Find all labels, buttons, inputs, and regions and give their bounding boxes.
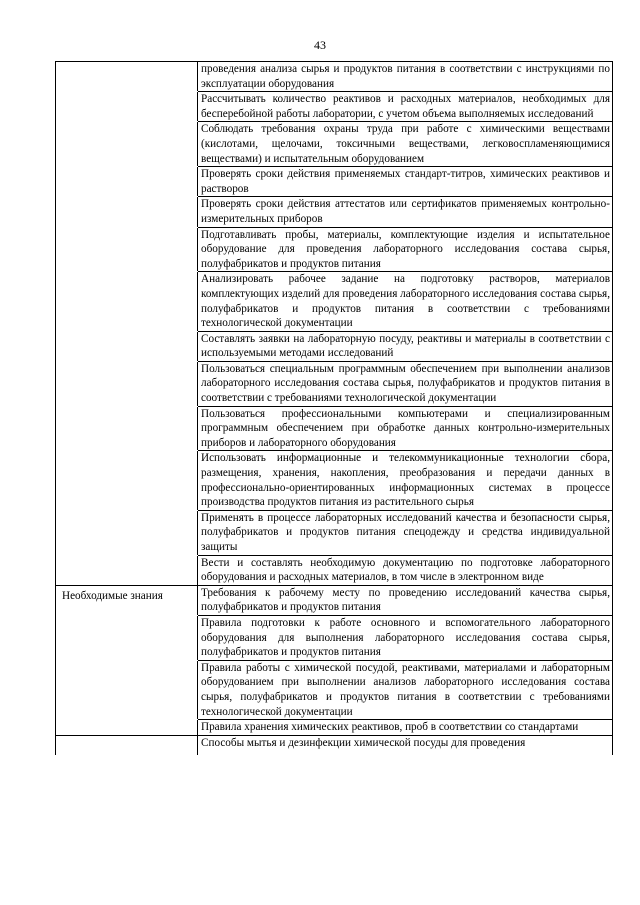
label-column-gap xyxy=(56,719,198,720)
table-row xyxy=(55,735,613,755)
label-cell xyxy=(56,736,198,755)
label-cell xyxy=(56,362,198,406)
requirement-cell: Анализировать рабочее задание на подготовку растворов, материалов комплектующих изделий для проведения лабораторного исследования состава сырья, полуфабрикатов и продуктов питания в соответствии с требованиями технологической документации xyxy=(201,273,610,330)
table-row xyxy=(55,227,613,272)
label-column-gap xyxy=(56,227,198,228)
label-cell xyxy=(56,407,198,451)
requirement-cell: Составлять заявки на лабораторную посуду, реактивы и материалы в соответствии с используемыми методами исследований xyxy=(201,332,610,360)
label-cell xyxy=(56,556,198,585)
label-column-gap xyxy=(56,510,198,511)
requirements-table xyxy=(55,61,613,755)
label-column-gap xyxy=(56,271,198,272)
section-label: Необходимые знания xyxy=(56,586,198,615)
label-column-gap xyxy=(56,166,198,167)
label-column-gap xyxy=(56,406,198,407)
table-row xyxy=(55,121,613,166)
label-cell xyxy=(56,272,198,330)
requirement-cell: Проверять сроки действия применяемых стандарт-титров, химических реактивов и растворов xyxy=(201,168,610,195)
label-column-gap xyxy=(56,735,198,736)
requirement-cell: Способы мытья и дезинфекции химической посуды для проведения xyxy=(201,736,526,749)
label-cell xyxy=(56,661,198,719)
label-column-gap xyxy=(56,615,198,616)
requirement-cell: Соблюдать требования охраны труда при работе с химическими веществами (кислотами, щелочами, токсичными веществами, легковоспламеняющимися веществами) и испытательным оборудованием xyxy=(201,123,610,165)
table-row xyxy=(55,166,613,196)
requirement-cell: Правила работы с химической посудой, реактивами, материалами и лабораторным оборудованием при выполнении анализов лабораторного исследования состава сырья, полуфабрикатов и продуктов питания в соответствии с требованиями технологической документации xyxy=(201,661,610,718)
requirement-cell: Требования к рабочему месту по проведению исследований качества сырья, полуфабрикатов и продуктов питания xyxy=(201,586,610,614)
table-row xyxy=(55,406,613,451)
label-cell xyxy=(56,122,198,166)
label-cell xyxy=(56,167,198,196)
table-row xyxy=(55,660,613,719)
label-column-gap xyxy=(56,660,198,661)
requirement-cell: Рассчитывать количество реактивов и расходных материалов, необходимых для бесперебойной работы лаборатории, с учетом объема выполняемых исследований xyxy=(201,93,610,120)
label-cell xyxy=(56,616,198,660)
label-column-gap xyxy=(56,91,198,92)
requirement-cell: проведения анализа сырья и продуктов питания в соответствии с инструкциями по эксплуатации оборудования xyxy=(201,63,610,90)
table-row xyxy=(55,61,613,91)
table-row xyxy=(55,510,613,555)
table-row xyxy=(55,271,613,330)
requirement-cell: Вести и составлять необходимую документацию по подготовке лабораторного оборудования и расходных материалов, в том числе в электронном виде xyxy=(201,556,610,584)
requirement-cell: Пользоваться профессиональными компьютерами и специализированным программным обеспечением при обработке данных контрольно-измерительных приборов и лабораторного оборудования xyxy=(201,407,610,449)
table-row xyxy=(55,91,613,121)
label-column-gap xyxy=(56,196,198,197)
table-row xyxy=(55,615,613,660)
requirement-cell: Проверять сроки действия аттестатов или сертификатов применяемых контрольно-измерительных приборов xyxy=(201,198,610,225)
label-cell xyxy=(56,451,198,509)
requirement-cell: Применять в процессе лабораторных исследований качества и безопасности сырья, полуфабрикатов и продуктов питания спецодежду и средства индивидуальной защиты xyxy=(201,511,610,553)
label-cell xyxy=(56,511,198,555)
requirement-cell: Пользоваться специальным программным обеспечением при выполнении анализов лабораторного исследования состава сырья, полуфабрикатов и продуктов питания в соответствии с требованиями технологической документации xyxy=(201,362,610,405)
label-column-gap xyxy=(56,555,198,556)
requirement-cell: Правила подготовки к работе основного и вспомогательного лабораторного оборудования для выполнения лабораторного исследования состава сырья, полуфабрикатов и продуктов питания xyxy=(201,616,610,659)
page-number: 43 xyxy=(314,38,326,52)
table-row xyxy=(55,585,613,615)
label-cell xyxy=(56,720,198,735)
table-row xyxy=(55,719,613,735)
table-row xyxy=(55,450,613,509)
label-cell xyxy=(56,92,198,121)
label-column-gap xyxy=(56,450,198,451)
table-row xyxy=(55,555,613,585)
label-cell xyxy=(56,62,198,91)
label-cell xyxy=(56,197,198,226)
table-row xyxy=(55,196,613,226)
requirement-cell: Использовать информационные и телекоммуникационные технологии сбора, размещения, хранения, накопления, преобразования и передачи данных в профессионально-ориентированных информационных системах в процессе производства продуктов питания из растительного сырья xyxy=(201,452,610,509)
requirement-cell: Правила хранения химических реактивов, проб в соответствии со стандартами xyxy=(201,721,579,734)
label-cell xyxy=(56,332,198,361)
label-column-gap xyxy=(56,361,198,362)
label-cell xyxy=(56,228,198,272)
table-row xyxy=(55,361,613,406)
table-row xyxy=(55,331,613,361)
label-column-gap xyxy=(56,121,198,122)
label-column-gap xyxy=(56,331,198,332)
requirement-cell: Подготавливать пробы, материалы, комплектующие изделия и испытательное оборудование для проведения лабораторного исследования состава сырья, полуфабрикатов и продуктов питания xyxy=(201,228,610,270)
